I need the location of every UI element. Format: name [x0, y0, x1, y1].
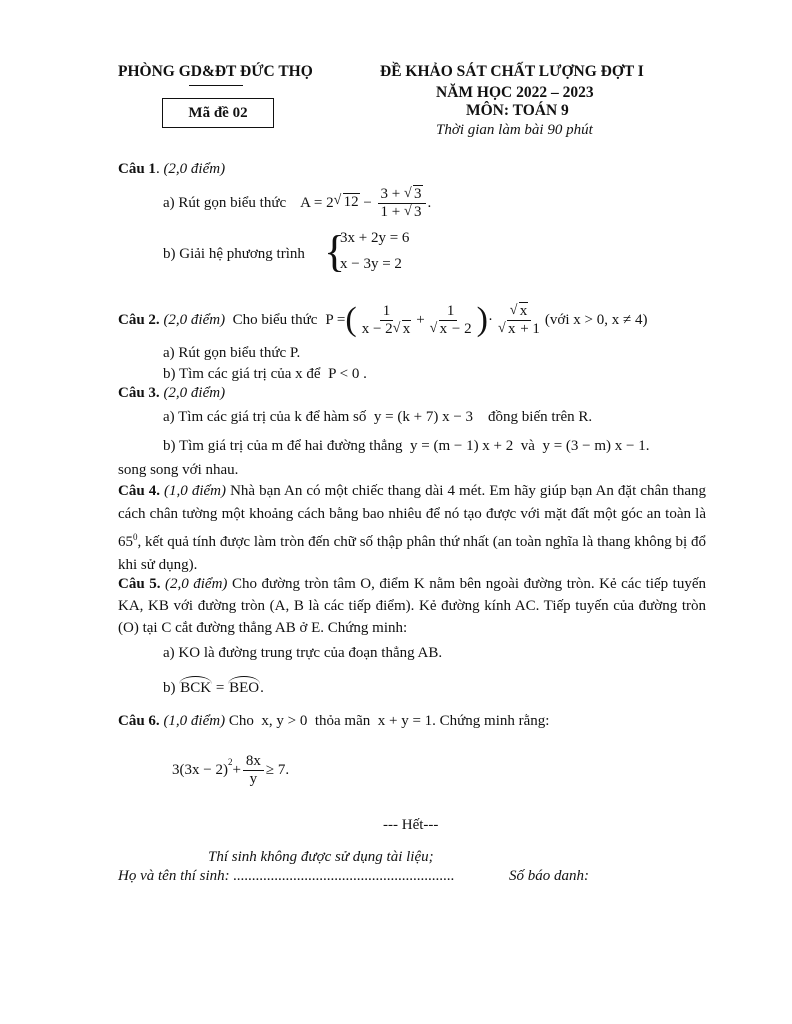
exam-code-box: Mã đề 02	[162, 98, 274, 128]
subject: MÔN: TOÁN 9	[466, 102, 569, 119]
department-underline	[189, 85, 243, 86]
department-name: PHÒNG GD&ĐT ĐỨC THỌ	[118, 63, 313, 80]
exam-title: ĐỀ KHẢO SÁT CHẤT LƯỢNG ĐỢT I	[380, 63, 644, 80]
end-marker: --- Hết---	[383, 817, 439, 833]
q1a: a) Rút gọn biểu thức A = 2√ 12 − $\frac{3 + √ 3}{1 + √ 3}$ .	[163, 181, 431, 225]
q2-expression: P = ( $\frac{1}{x - 2√ x}$ + 1 √ x − 2 ) · √ x √ x + 1 (với x > 0, x ≠ 4)	[325, 301, 647, 339]
q1b-eq1: 3x + 2y = 6	[340, 230, 410, 246]
system-brace: {	[324, 227, 346, 276]
q6-heading: Câu 6. (1,0 điểm) Cho x, y > 0 thỏa mãn x + y = 1. Chứng minh rằng:	[118, 713, 550, 729]
q3a: a) Tìm các giá trị của k để hàm số y = (k + 7) x − 3 đồng biến trên R.	[163, 409, 593, 425]
q5a: a) KO là đường trung trực của đoạn thẳng AB.	[163, 645, 443, 661]
q1-heading: Câu 1. (2,0 điểm)	[118, 161, 226, 177]
q3b-continuation: song song với nhau.	[118, 462, 239, 478]
q1b-eq2: x − 3y = 2	[340, 256, 402, 272]
candidate-id-label: Số báo danh:	[509, 868, 589, 884]
q4-paragraph: Câu 4. (1,0 điểm) Nhà bạn An có một chiếc thang dài 4 mét. Em hãy giúp bạn An đặt chân thang cách chân tường một khoảng cách bằng bao nhiêu để nó tạo được với mặt đất một góc an toàn là $65^0$, kết quả tính được làm tròn đến chữ số thập phân thứ nhất (an toàn nghĩa là thang không bị đổ khi sử dụng).	[118, 483, 707, 573]
candidate-name-label: Họ và tên thí sinh: ...........................................................	[118, 868, 455, 884]
q1b-label: b) Giải hệ phương trình	[163, 246, 305, 262]
time-limit: Thời gian làm bài 90 phút	[436, 122, 593, 138]
q1a-expression: A = 2√ 12 − $\frac{3 + √ 3}{1 + √ 3}$ .	[300, 186, 431, 221]
q5-paragraph: Câu 5. (2,0 điểm) Cho đường tròn tâm O, điểm K nằm bên ngoài đường tròn. Kẻ các tiếp tuyến KA, KB với đường tròn (A, B là các tiếp điểm). Kẻ đường kính AC. Tiếp tuyến của đường tròn (O) tại C cắt đường thẳng AB ở E. Chứng minh:	[118, 576, 706, 636]
q2b: b) Tìm các giá trị của x để P < 0 .	[163, 366, 367, 382]
q6-inequality: 3(3x − 2) $^2$ + $\frac{8x}{y}$ ≥ 7.	[172, 752, 290, 787]
footer-note: Thí sinh không được sử dụng tài liệu;	[208, 849, 434, 865]
q2a: a) Rút gọn biểu thức P.	[163, 345, 301, 361]
q2-heading: Câu 2. (2,0 điểm) Cho biểu thức P = ( $\frac{1}{x - 2√ x}$ + 1 √ x − 2 ) · √ x √ x + 1 (với x > 0, x ≠ 4)	[118, 300, 647, 340]
q5b: b) BCK = BEO.	[163, 680, 264, 696]
school-year: NĂM HỌC 2022 – 2023	[436, 84, 594, 101]
q3-heading: Câu 3. (2,0 điểm)	[118, 385, 226, 401]
q3b: b) Tìm giá trị của m để hai đường thẳng y = (m − 1) x + 2 và y = (3 − m) x − 1.	[163, 438, 650, 454]
